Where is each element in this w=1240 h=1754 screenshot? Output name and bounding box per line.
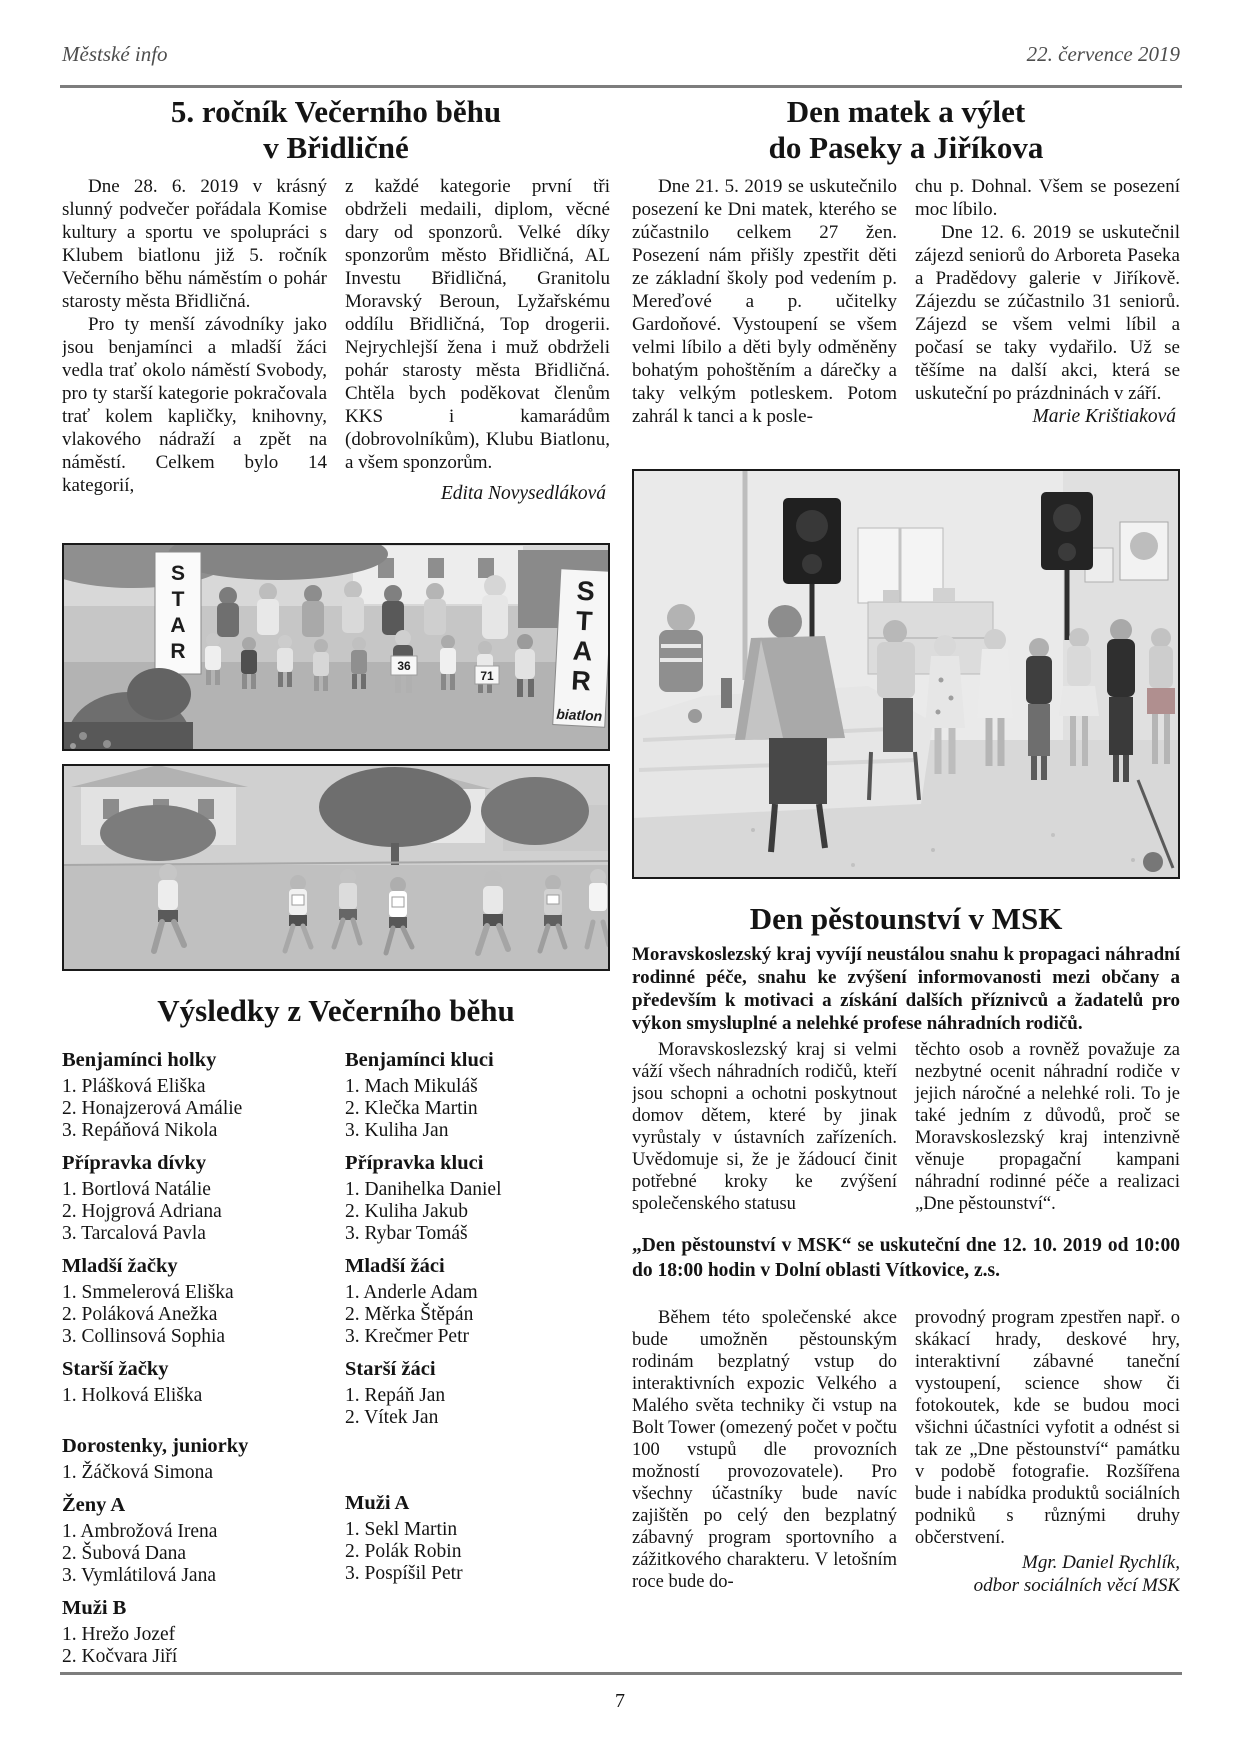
results-category: [345, 1356, 610, 1429]
results-category: [62, 1253, 327, 1348]
result-entry: 3. Pospíšil Petr: [345, 1563, 463, 1584]
race-text-col-2: [345, 175, 610, 543]
foster-signature-name: Mgr. Daniel Rychlík,: [1022, 1552, 1180, 1573]
results-category: [345, 1150, 610, 1245]
mothers-signature: Marie Krištiaková: [1032, 406, 1176, 427]
race-title-line1: 5. ročník Večerního běhu: [170, 94, 502, 129]
result-entry: 3. Repáňová Nikola: [62, 1120, 218, 1141]
race-article-title: [62, 94, 610, 166]
paragraph: Během této společenské akce bude umožněn pěstounským rodinám bezplatný vstup do interaktivních expozic Velkého a Malého světa techniky či vstup na Bolt Tower (omezený počet v počtu 100 vstupů dle provozních možností provozovatele). Pro všechny účastníky bude navíc zajištěn po celý den bezplatný zábavný program sportovního a zážitkového charakteru. V letošním roce bude do-: [632, 1308, 897, 1592]
banner-letter: T: [575, 605, 594, 637]
header-rule: [60, 85, 1182, 88]
page-header: [62, 42, 1180, 67]
results-category: [62, 1047, 327, 1142]
result-entry: 2. Hojgrová Adriana: [62, 1201, 222, 1222]
category-name: Ženy A: [62, 1494, 126, 1516]
paragraph: Dne 28. 6. 2019 v krásný slunný podvečer pořádala Komise kultury a sportu ve spolupráci s Klubem biatlonu již 5. ročník Večerního běhu náměstím o pohár starosty města Břidličná.: [62, 176, 327, 312]
foster-body-upper: [632, 1039, 1180, 1215]
photo-race-running: [62, 764, 610, 971]
foster-lead: Moravskoslezský kraj vyvíjí neustálou snahu k propagaci náhradní rodinné péče, snahu ke zvýšení informovanosti mezi občany a především k motivaci a získání dalších příznivců a žadatelů pro výkon smysluplné a nelehké profese náhradních rodičů.: [632, 944, 1180, 1034]
publication-name: Městské info: [62, 42, 168, 66]
category-name: Přípravka dívky: [62, 1152, 207, 1174]
start-banner-right: [553, 569, 610, 728]
race-signature: Edita Novysedláková: [440, 483, 606, 504]
banner-letter: R: [570, 665, 592, 697]
results-category: [345, 1490, 610, 1585]
results-section: [62, 1039, 610, 1668]
results-category: [62, 1595, 327, 1668]
category-name: Starší žačky: [62, 1358, 169, 1380]
result-entry: 2. Klečka Martin: [345, 1098, 478, 1119]
result-entry: 2. Poláková Anežka: [62, 1304, 218, 1325]
paragraph: těchto osob a rovněž považuje za nezbytné ocenit náhradní rodiče v jejich náročné a nelehké roli. To je také jedním z důvodů, proč se Moravskoslezský kraj intenzivně věnuje propagační kampani náhradní rodinné péče a realizaci „Dne pěstounství“.: [915, 1040, 1180, 1214]
race-bib-71: [475, 666, 499, 684]
left-page-column: [62, 94, 610, 1668]
result-entry: 2. Kočvara Jiří: [62, 1646, 178, 1667]
foster-signature: [915, 1551, 1180, 1597]
result-entry: 1. Holková Eliška: [62, 1385, 203, 1406]
race-article-body: [62, 175, 610, 543]
mothers-article-body: [632, 175, 1180, 469]
mothers-title-line2: do Paseky a Jiříkova: [768, 130, 1044, 165]
race-text-col-1: [62, 175, 327, 543]
result-entry: 1. Mach Mikuláš: [345, 1076, 478, 1097]
race-title-line2: v Břidličné: [263, 130, 409, 165]
foster-text-col-2: [915, 1039, 1180, 1215]
results-category: [345, 1047, 610, 1142]
paragraph: Dne 12. 6. 2019 se uskutečnil zájezd seniorů do Arboreta Paseka a Pradědovy galerie v Jiříkově. Zájezdu se zúčastnilo 31 seniorů. Zájezd se všem velmi líbil a počasí se taky vydařilo. Už se těšíme na další akci, která se uskuteční po prázdninách v září.: [915, 222, 1180, 404]
result-entry: 3. Krečmer Petr: [345, 1326, 469, 1347]
mothers-title-line1: Den matek a výlet: [786, 94, 1026, 129]
banner-letter: R: [170, 640, 186, 663]
results-category: [62, 1150, 327, 1245]
paragraph: Moravskoslezský kraj si velmi váží všech náhradních rodičů, kteří jsou schopni a ochotni poskytnout domov dětem, které by jinak vyrůstaly v ústavních zařízeních. Uvědomuje si, že je žádoucí činit potřebné kroky ke zvýšení společenského statusu: [632, 1040, 897, 1214]
result-entry: 1. Plášková Eliška: [62, 1076, 206, 1097]
photo-mothers-day: [632, 469, 1180, 879]
photo-race-start: [62, 543, 610, 751]
results-column-left: [62, 1039, 327, 1668]
results-category: [345, 1253, 610, 1348]
category-name: Benjamínci kluci: [345, 1049, 494, 1071]
category-name: Mladší žačky: [62, 1255, 178, 1277]
results-category: [62, 1492, 327, 1587]
foster-text-col-1: [632, 1039, 897, 1215]
paragraph: Pro ty menší závodníky jako jsou benjamínci a mladší žáci vedla trať okolo náměstí Svobody, pro ty starší kategorie pokračovala trať kolem kapličky, knihovny, vlakového nádraží a zpět na náměstí. Celkem bylo 14 kategorií,: [62, 314, 327, 496]
result-entry: 2. Vítek Jan: [345, 1407, 439, 1428]
foster-signature-role: odbor sociálních věcí MSK: [973, 1575, 1180, 1596]
result-entry: 2. Kuliha Jakub: [345, 1201, 468, 1222]
result-entry: 3. Kuliha Jan: [345, 1120, 449, 1141]
category-name: Mladší žáci: [345, 1255, 445, 1277]
category-name: Muži A: [345, 1492, 410, 1514]
category-name: Přípravka kluci: [345, 1152, 484, 1174]
result-entry: 3. Rybar Tomáš: [345, 1223, 468, 1244]
mothers-text-col-2: [915, 175, 1180, 469]
svg-text:71: 71: [480, 669, 494, 683]
banner-letter: T: [171, 588, 185, 611]
result-entry: 1. Danihelka Daniel: [345, 1179, 502, 1200]
result-entry: 3. Collinsová Sophia: [62, 1326, 226, 1347]
issue-date: 22. července 2019: [1026, 42, 1180, 66]
paragraph: provodný program zpestřen např. o skákací hrady, deskové hry, interaktivní zábavné taneční vystoupení, science show či fotokoutek, kde se budou moci všichni účastníci vyfotit a odnést si tak ze „Dne pěstounství“ památku v podobě fotografie. Rozšířena bude i nabídka produktů sociálních podniků s různými druhy občerstvení.: [915, 1308, 1180, 1548]
result-entry: 1. Bortlová Natálie: [62, 1179, 211, 1200]
result-entry: 2. Šubová Dana: [62, 1543, 187, 1564]
biatlon-logo: biatlon: [555, 705, 603, 725]
foster-text-col-3: [632, 1307, 897, 1597]
foster-highlight: „Den pěstounství v MSK“ se uskuteční dne 12. 10. 2019 od 10:00 do 18:00 hodin v Dolní oblasti Vítkovice, z.s.: [632, 1235, 1180, 1281]
paragraph: Dne 21. 5. 2019 se uskutečnilo posezení ke Dni matek, kterého se zúčastnilo celkem 27 žen. Posezení nám přišly zpestřit děti ze základní školy pod vedením p. Mereďové a p. učitelky Gardoňové. Vystoupení se všem velmi líbilo a děti byly odměněny bohatým pohoštěním a dárečky a taky velkým potleskem. Potom zahrál k tanci a k posle-: [632, 176, 897, 427]
race-bib-36: [391, 656, 417, 675]
results-category: [62, 1433, 327, 1484]
banner-letter: S: [575, 575, 596, 607]
result-entry: 3. Tarcalová Pavla: [62, 1223, 206, 1244]
result-entry: 2. Měrka Štěpán: [345, 1304, 474, 1325]
right-page-column: [632, 94, 1180, 1597]
banner-letter: S: [170, 562, 186, 585]
page-number: 7: [615, 1690, 625, 1712]
result-entry: 1. Hrežo Jozef: [62, 1624, 176, 1645]
result-entry: 1. Ambrožová Irena: [62, 1521, 218, 1542]
paragraph: chu p. Dohnal. Všem se posezení moc líbilo.: [915, 176, 1180, 220]
mothers-text-col-1: [632, 175, 897, 469]
result-entry: 1. Repáň Jan: [345, 1385, 446, 1406]
category-name: Dorostenky, juniorky: [62, 1435, 249, 1457]
paragraph: z každé kategorie první tři obdrželi medaili, diplom, věcné dary od sponzorů. Velké díky sponzorům město Břidličná, AL Investu Břidličná, Granitolu Moravský Beroun, Lyžařskému oddílu Břidličná, Top drogerii. Nejrychlejší žena i muž obdrželi pohár starosty města Břidličná. Chtěla bych poděkovat členům KKS i kamarádům (dobrovolníkům), Klubu Biatlonu, a všem sponzorům.: [345, 176, 610, 473]
result-entry: 2. Honajzerová Amálie: [62, 1098, 243, 1119]
result-entry: 2. Polák Robin: [345, 1541, 462, 1562]
results-column-right: [345, 1039, 610, 1668]
result-entry: 1. Anderle Adam: [345, 1282, 478, 1303]
svg-text:36: 36: [397, 659, 411, 673]
result-entry: 1. Smmelerová Eliška: [62, 1282, 234, 1303]
footer-rule: [60, 1672, 1182, 1675]
category-name: Muži B: [62, 1597, 127, 1619]
results-title: Výsledky z Večerního běhu: [157, 993, 515, 1028]
category-name: Starší žáci: [345, 1358, 436, 1380]
results-category: [62, 1356, 327, 1407]
foster-text-col-4: [915, 1307, 1180, 1597]
result-entry: 1. Sekl Martin: [345, 1519, 458, 1540]
banner-letter: A: [572, 635, 594, 667]
result-entry: 1. Žáčková Simona: [62, 1462, 214, 1483]
category-name: Benjamínci holky: [62, 1049, 217, 1071]
result-entry: 3. Vymlátilová Jana: [62, 1565, 216, 1586]
banner-letter: A: [170, 614, 186, 637]
foster-body-lower: [632, 1307, 1180, 1597]
mothers-article-title: [632, 94, 1180, 166]
foster-article-title: Den pěstounství v MSK: [749, 901, 1063, 936]
